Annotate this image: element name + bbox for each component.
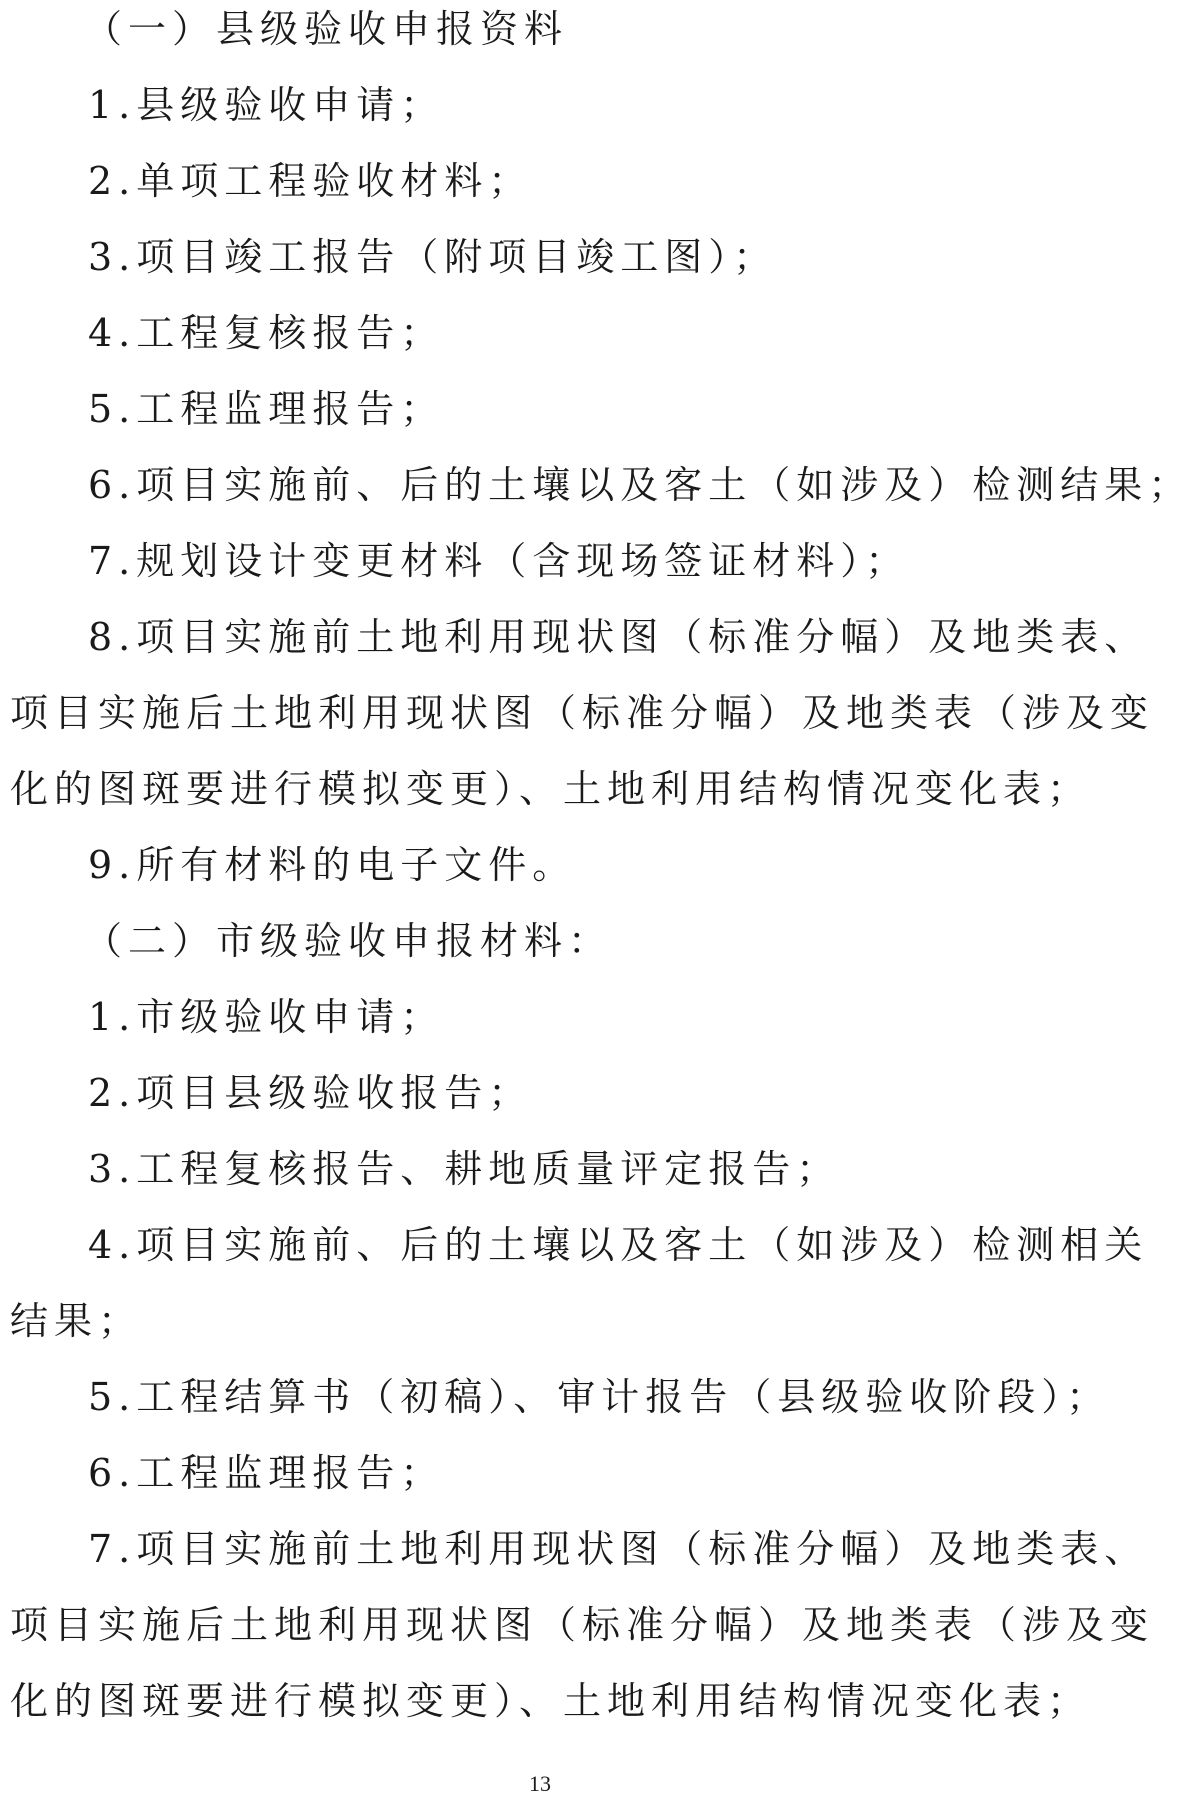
section-2-item-7-line-1: 7.项目实施前土地利用现状图（标准分幅）及地类表、 [88, 1527, 1149, 1571]
section-2-heading: （二）市级验收申报材料： [84, 919, 613, 963]
section-2-item-4-line-1: 4.项目实施前、后的土壤以及客土（如涉及）检测相关 [88, 1223, 1149, 1267]
section-2-item-7-line-3: 化的图斑要进行模拟变更）、土地利用结构情况变化表； [10, 1679, 1092, 1723]
section-1-item-5: 5.工程监理报告； [88, 387, 445, 431]
section-1-item-7: 7.规划设计变更材料（含现场签证材料）； [88, 539, 910, 583]
section-1-item-3: 3.项目竣工报告（附项目竣工图）； [88, 235, 778, 279]
section-2-item-2: 2.项目县级验收报告； [88, 1071, 533, 1115]
section-1-heading: （一）县级验收申报资料 [84, 7, 569, 51]
section-2-item-1: 1.市级验收申请； [88, 995, 445, 1039]
section-1-item-9: 9.所有材料的电子文件。 [88, 843, 577, 887]
section-1-item-8-line-3: 化的图斑要进行模拟变更）、土地利用结构情况变化表； [10, 767, 1092, 811]
section-2-item-3: 3.工程复核报告、耕地质量评定报告； [88, 1147, 841, 1191]
section-1-item-2: 2.单项工程验收材料； [88, 159, 533, 203]
section-1-item-6: 6.项目实施前、后的土壤以及客土（如涉及）检测结果； [88, 463, 1192, 507]
section-2-item-5: 5.工程结算书（初稿）、审计报告（县级验收阶段）； [88, 1375, 1111, 1419]
section-2-item-6: 6.工程监理报告； [88, 1451, 445, 1495]
section-1-item-8-line-1: 8.项目实施前土地利用现状图（标准分幅）及地类表、 [88, 615, 1149, 659]
section-1-item-4: 4.工程复核报告； [88, 311, 445, 355]
page-number: 13 [529, 1771, 551, 1796]
section-2-item-7-line-2: 项目实施后土地利用现状图（标准分幅）及地类表（涉及变 [10, 1603, 1155, 1647]
section-2-item-4-line-2: 结果； [10, 1299, 143, 1343]
section-1-item-8-line-2: 项目实施后土地利用现状图（标准分幅）及地类表（涉及变 [10, 691, 1155, 735]
section-1-item-1: 1.县级验收申请； [88, 83, 445, 127]
